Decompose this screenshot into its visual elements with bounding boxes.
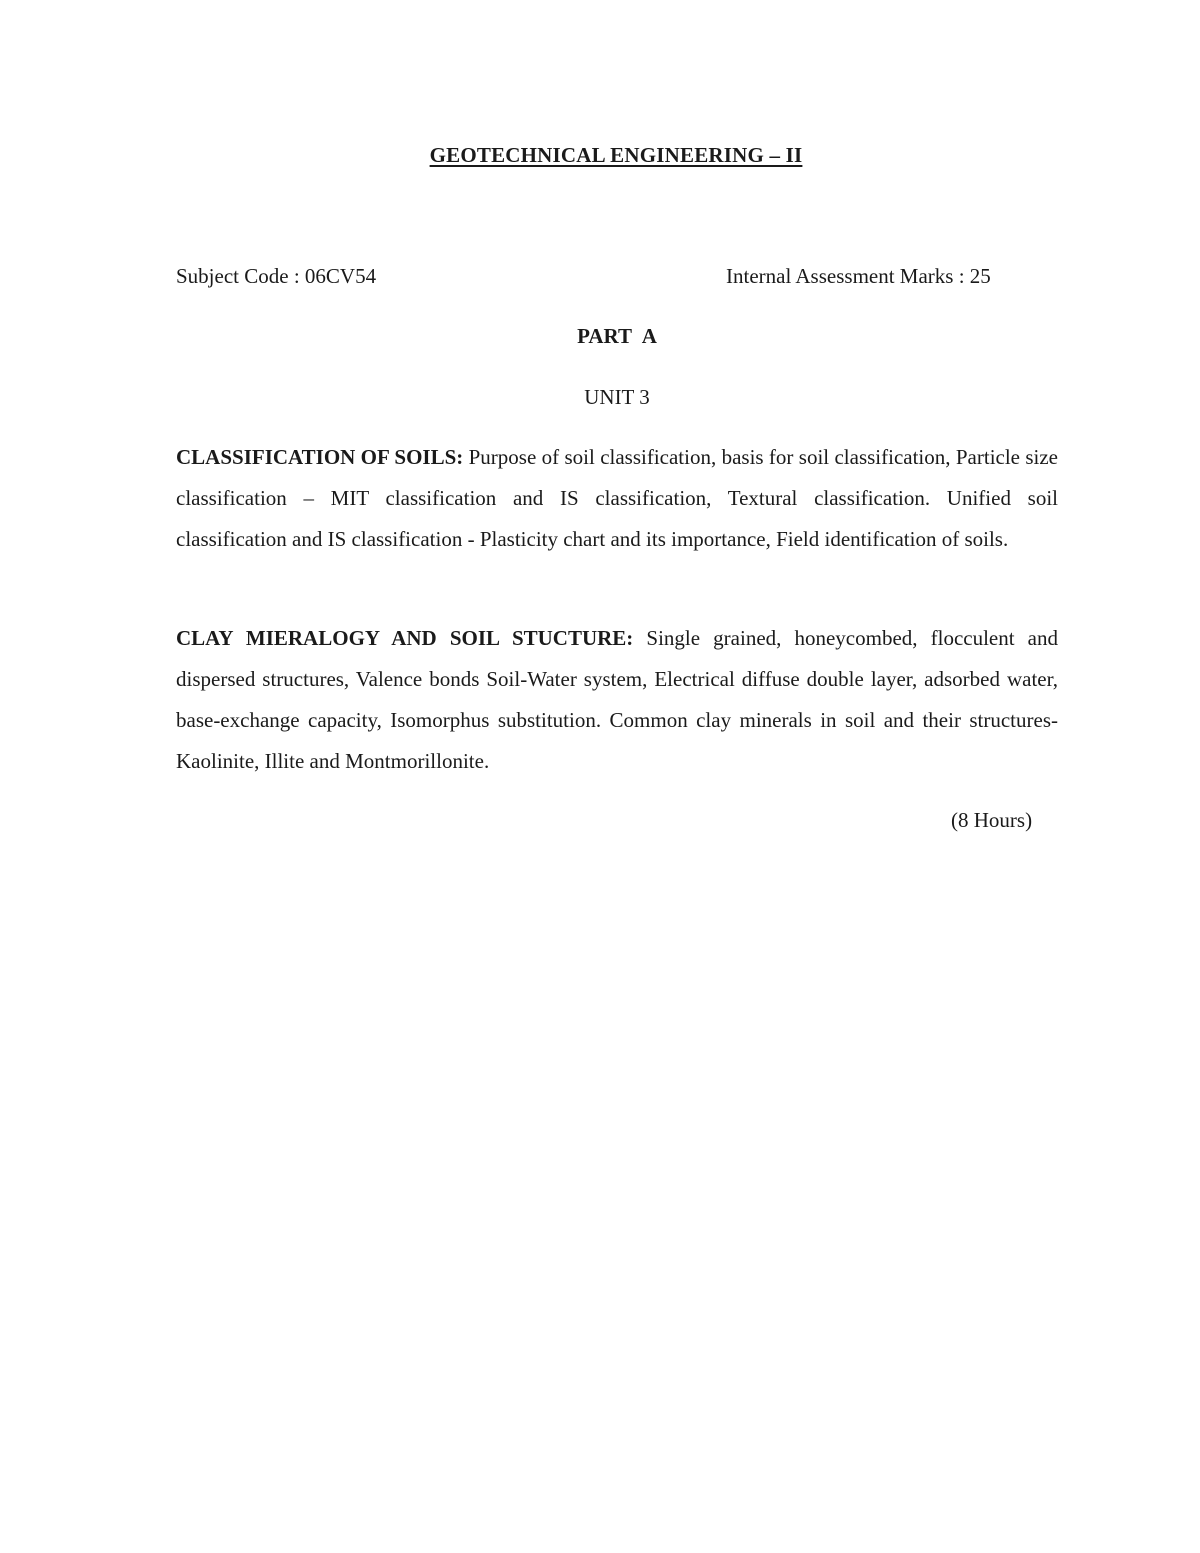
part-heading: PART A (577, 324, 657, 348)
section-body: Single grained, honeycombed, flocculent and dispersed structures, Valence bonds Soil-Water system, Electrical diffuse double layer, adsorbed water, base-exchange capacity, Isomorphus substitution. Common clay minerals in soil and their structures- Kaolinite, Illite and Montmorillonite. (176, 626, 1059, 773)
internal-assessment-marks: Internal Assessment Marks : 25 (726, 264, 991, 288)
document-title: GEOTECHNICAL ENGINEERING – II (429, 143, 803, 167)
section-classification-of-soils (176, 437, 1058, 560)
section-clay-mineralogy (176, 618, 1058, 782)
section-heading: CLASSIFICATION OF SOILS: (176, 445, 464, 469)
section-body: Purpose of soil classification, basis for soil classification, Particle size classification – MIT classification and IS classification, Textural classification. Unified soil classification and IS classification - Plasticity chart and its importance, Field identification of soils. (176, 445, 1058, 551)
subject-code: Subject Code : 06CV54 (176, 264, 377, 288)
unit-heading: UNIT 3 (584, 385, 650, 409)
hours-label: (8 Hours) (951, 808, 1033, 832)
section-heading: CLAY MIERALOGY AND SOIL STUCTURE: (176, 626, 634, 650)
